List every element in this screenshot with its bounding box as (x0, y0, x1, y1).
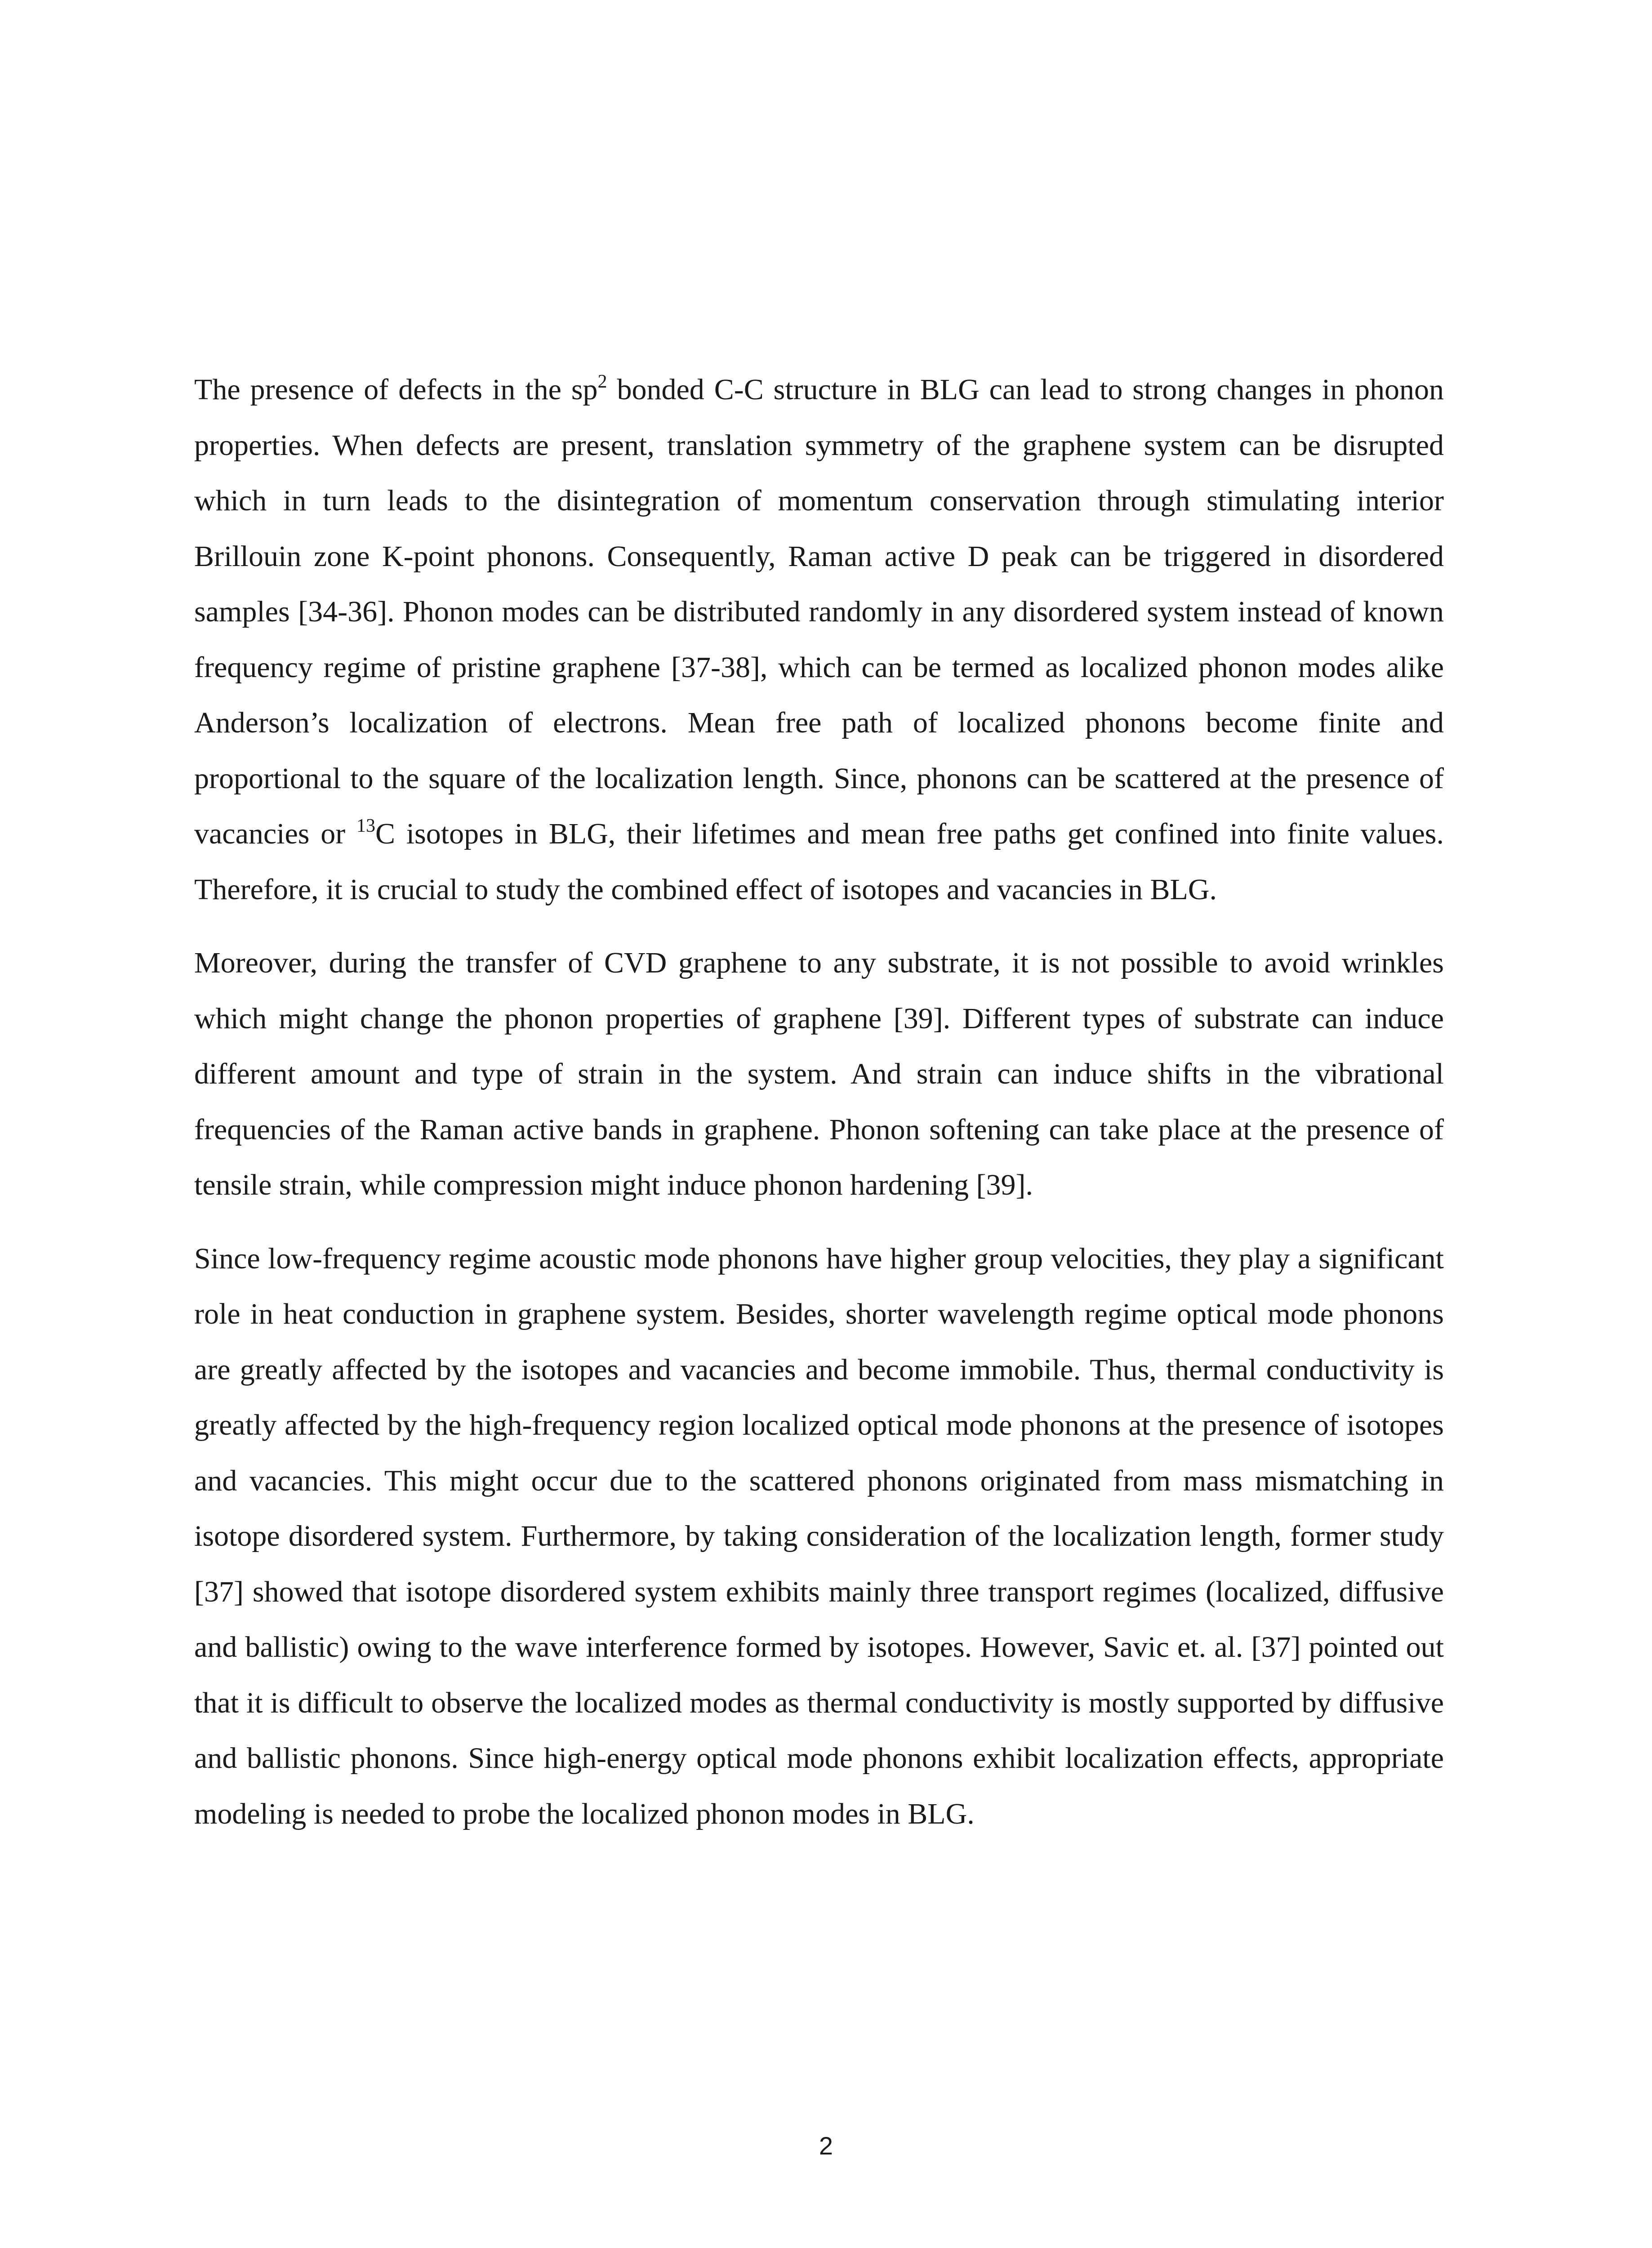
text-run: bonded C-C structure in BLG can lead to strong changes in phonon properties. When defects are present, translation symmetry of the graphene system can be disrupted which in turn leads to the disintegration of momentum conservation through stimulating interior Brillouin zone K-point phonons. Consequently, Raman active D peak can be triggered in disordered samples [34-36]. Phonon modes can be distributed randomly in any disordered system instead of known frequency regime of pristine graphene [37-38], which can be termed as localized phonon modes alike Anderson’s localization of electrons. Mean free path of localized phonons become finite and proportional to the square of the localization length. Since, phonons can be scattered at the presence of vacancies or (194, 373, 1444, 850)
paragraph-strain (194, 935, 1444, 1213)
paragraph-thermal-conductivity (194, 1231, 1444, 1842)
body-text (194, 362, 1444, 1860)
superscript: 13 (356, 815, 375, 836)
text-run: C isotopes in BLG, their lifetimes and mean free paths get confined into finite values. Therefore, it is crucial to study the combined effect of isotopes and vacancies in BLG. (194, 817, 1444, 906)
text-run: The presence of defects in the sp (194, 373, 598, 406)
text-run: Moreover, during the transfer of CVD graphene to any substrate, it is not possible to avoid wrinkles which might change the phonon properties of graphene [39]. Different types of substrate can induce different amount and type of strain in the system. And strain can induce shifts in the vibrational frequencies of the Raman active bands in graphene. Phonon softening can take place at the presence of tensile strain, while compression might induce phonon hardening [39]. (194, 946, 1444, 1201)
paragraph-defects (194, 362, 1444, 917)
text-run: Since low-frequency regime acoustic mode phonons have higher group velocities, they play a significant role in heat conduction in graphene system. Besides, shorter wavelength regime optical mode phonons are greatly affected by the isotopes and vacancies and become immobile. Thus, thermal conductivity is greatly affected by the high-frequency region localized optical mode phonons at the presence of isotopes and vacancies. This might occur due to the scattered phonons originated from mass mismatching in isotope disordered system. Furthermore, by taking consideration of the localization length, former study [37] showed that isotope disordered system exhibits mainly three transport regimes (localized, diffusive and ballistic) owing to the wave interference formed by isotopes. However, Savic et. al. [37] pointed out that it is difficult to observe the localized modes as thermal conductivity is mostly supported by diffusive and ballistic phonons. Since high-energy optical mode phonons exhibit localization effects, appropriate modeling is needed to probe the localized phonon modes in BLG. (194, 1242, 1444, 1830)
superscript: 2 (597, 371, 607, 392)
page-number: 2 (819, 2132, 833, 2160)
